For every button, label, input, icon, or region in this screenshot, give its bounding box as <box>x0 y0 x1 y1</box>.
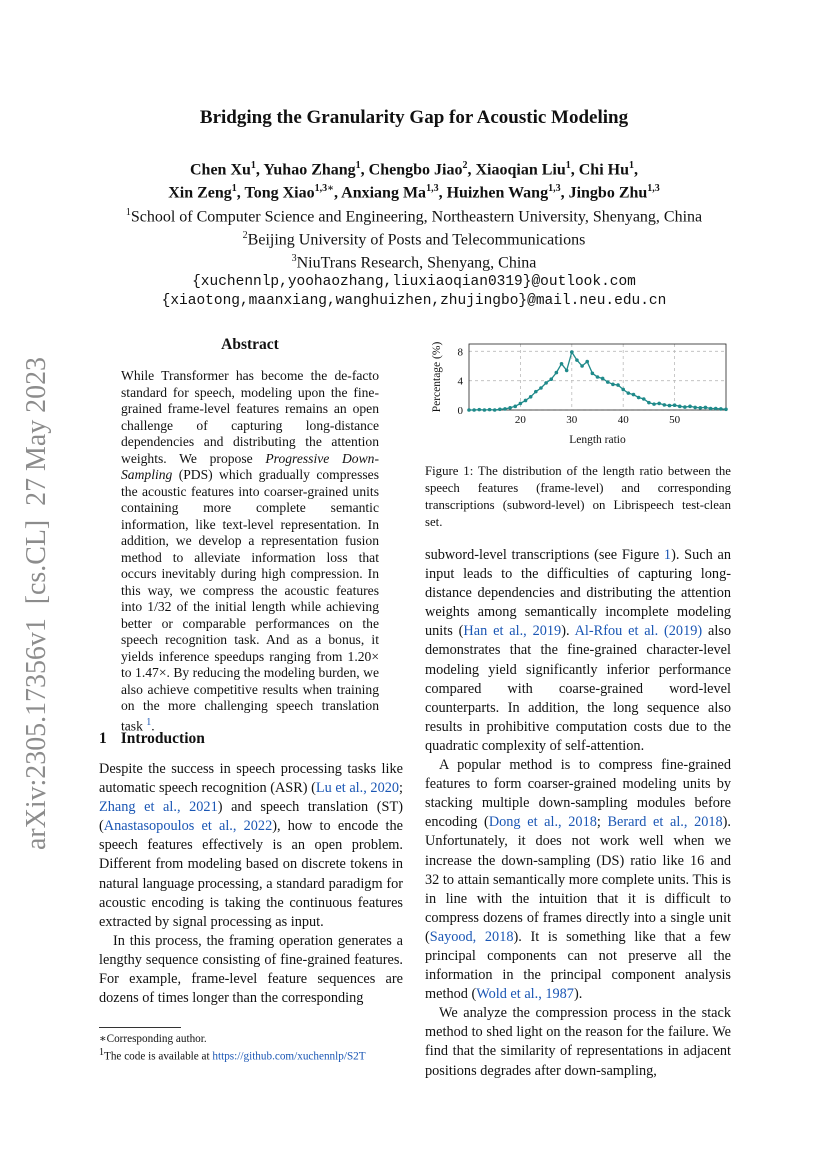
data-point <box>699 406 703 410</box>
data-point <box>616 383 620 387</box>
figure-ref-link[interactable]: 1 <box>663 547 672 563</box>
author: Huizhen Wang <box>446 184 549 202</box>
author-affiliation-mark: 1 <box>628 160 634 171</box>
data-point <box>591 372 595 376</box>
data-point <box>724 407 728 411</box>
figure-1-chart <box>425 338 732 453</box>
citation-link[interactable]: Wold et al., 1987 <box>476 986 574 1003</box>
paragraph-text: A popular method is to compress fine-grained features to form coarser-grained modeling units by stacking multiple down-sampling modules before encoding ( <box>425 757 731 831</box>
x-tick-label: 40 <box>617 414 629 426</box>
footnote-ref[interactable]: 1 <box>146 716 152 728</box>
affiliation-text: NiuTrans Research, Shenyang, China <box>296 254 537 272</box>
data-point <box>508 406 512 410</box>
email-line: {xuchennlp,yoohaozhang,liuxiaoqian0319}@outlook.com <box>192 273 636 290</box>
data-point <box>663 403 667 407</box>
author: Tong Xiao <box>244 184 315 202</box>
authors-line-1: Chen Xu$^1$, Yuhao Zhang$^1$, Chengbo Jiao$^2$, Xiaoqian Liu$^1$, Chi Hu$^1$, <box>190 160 638 179</box>
footnote <box>99 1046 403 1064</box>
data-point <box>524 399 528 403</box>
authors-block <box>0 156 828 311</box>
paragraph <box>425 546 731 756</box>
footnote-rule <box>99 1027 181 1028</box>
arxiv-identifier-text: arXiv:2305.17356v1 [cs.CL] 27 May 2023 <box>21 355 52 850</box>
data-point <box>688 405 692 409</box>
data-point <box>565 369 569 373</box>
author-affiliation-mark: 1 <box>565 160 571 171</box>
affiliation-mark: 1 <box>125 206 131 218</box>
paragraph <box>425 756 731 1004</box>
footnote-text: The code is available at <box>104 1050 213 1063</box>
author-affiliation-mark: 1 <box>231 183 237 195</box>
data-point <box>611 383 615 387</box>
author: Chengbo Jiao <box>368 161 463 179</box>
data-point <box>704 406 708 410</box>
affiliation-text: Beijing University of Posts and Telecommunications <box>247 231 586 249</box>
citation-link[interactable]: Han et al., 2019 <box>463 623 562 640</box>
affiliation-text: School of Computer Science and Engineering, Northeastern University, Shenyang, China <box>130 207 703 225</box>
paragraph: In this process, the framing operation generates a lengthy sequence consisting of fine-grained features. For example, frame-level feature sequences are dozens of times longer than the corresponding <box>99 932 403 1007</box>
data-point <box>519 402 523 406</box>
data-point <box>632 393 636 397</box>
data-point <box>472 408 476 412</box>
right-column-body <box>425 546 731 1081</box>
data-point <box>570 350 574 354</box>
abstract-body <box>121 368 379 735</box>
data-point <box>585 360 589 364</box>
paragraph-text: ). It is something like that a few principal components can not preserve all the information in the principal component analysis method ( <box>425 928 731 1003</box>
data-point <box>709 407 713 411</box>
data-point <box>477 408 481 412</box>
paragraph-text: ). <box>561 623 575 640</box>
data-point <box>719 407 723 411</box>
y-tick-label: 4 <box>457 375 463 388</box>
author: Jingbo Zhu <box>568 184 648 202</box>
footnotes <box>99 1032 403 1064</box>
author: Chi Hu <box>578 161 629 179</box>
author-affiliation-mark: 1,3 <box>647 183 660 195</box>
data-point <box>606 380 610 384</box>
data-point <box>555 371 559 375</box>
data-point <box>483 408 487 412</box>
y-tick-label: 0 <box>457 405 463 417</box>
data-point <box>503 407 507 411</box>
data-point <box>575 358 579 362</box>
section-number: 1 <box>99 730 107 747</box>
data-point <box>683 405 687 409</box>
data-point <box>601 377 605 381</box>
data-point <box>544 381 548 385</box>
paragraph: We analyze the compression process in the stack method to shed light on the reason for the failure. We find that the similarity of representations in adjacent positions degrades after down-sampling, <box>425 1005 731 1079</box>
abstract-emphasis: Progressive Down-Sampling <box>121 450 379 482</box>
paragraph-text: subword-level transcriptions (see Figure <box>425 547 664 563</box>
paragraph-text: ; <box>399 780 403 797</box>
citation-link[interactable]: Dong et al., 2018 <box>488 814 597 831</box>
data-point <box>642 397 646 401</box>
data-point <box>652 402 656 406</box>
intro-body <box>99 760 403 1008</box>
paragraph-text: ). Unfortunately, it does not work well when we increase the down-sampling (DS) ratio like 16 and 32 to attain semantically more complete units. This is in line with the intuition that it is difficult to compress dozens of frames directly into a single unit ( <box>425 814 732 945</box>
author: Anxiang Ma <box>341 184 427 202</box>
data-point <box>673 403 677 407</box>
affiliation <box>0 203 828 226</box>
section-heading <box>99 730 205 748</box>
citation-link[interactable]: Al-Rfou et al. (2019) <box>574 623 703 640</box>
author: Xin Zeng <box>168 184 232 202</box>
paragraph-text: ). <box>573 986 583 1003</box>
affiliation-mark: 3 <box>291 253 297 265</box>
citation-link[interactable]: Anastasopoulos et al., 2022 <box>103 818 273 835</box>
data-point <box>488 408 492 412</box>
data-point <box>637 396 641 400</box>
line-chart <box>425 338 732 453</box>
author: Xiaoqian Liu <box>475 161 566 179</box>
data-point <box>493 408 497 412</box>
paragraph-text: Despite the success in speech processing tasks like automatic speech recognition (ASR) ( <box>99 761 403 797</box>
data-point <box>539 386 543 390</box>
y-axis-label: Percentage (%) <box>431 341 443 413</box>
author-affiliation-mark: 1,3 <box>548 183 561 195</box>
data-point <box>627 391 631 395</box>
citation-link[interactable]: Sayood, 2018 <box>429 928 514 945</box>
authors-line-2: Xin Zeng$^1$, Tong Xiao$^{1,3∗}$, Anxiang Ma$^{1,3}$, Huizhen Wang$^{1,3}$, Jingbo Zhu$^{1,3}$ <box>168 183 660 202</box>
data-point <box>668 404 672 408</box>
data-point <box>693 406 697 410</box>
author-affiliation-mark: 1 <box>355 160 361 171</box>
data-point <box>596 375 600 379</box>
affiliation <box>0 249 828 272</box>
abstract-text: (PDS) which gradually compresses the acoustic features into coarser-grained units containing more complete semantic information, like text-level representation. In addition, we develop a representation fusion method to alleviate information loss that occurs inevitably during high compression. In this way, we compress the acoustic features into 1/32 of the initial length while achieving better or comparable performances on the speech recognition task. And as a bonus, it yields inference speedups ranging from 1.20× to 1.47×. By reducing the modeling burden, we also achieve competitive results when training on the more challenging speech translation task <box>121 467 379 734</box>
paragraph-text: also demonstrates that the fine-grained character-level modeling yield significantly inferior performance compared with coarse-grained word-level counterparts. In addition, the long sequence also results in prohibitive computation costs due to the quadratic complexity of self-attention. <box>425 623 732 754</box>
author: Chen Xu <box>190 161 251 179</box>
author-affiliation-mark: 1,3∗ <box>314 183 335 195</box>
affiliation <box>0 226 828 249</box>
footnote: ∗Corresponding author. <box>99 1033 207 1045</box>
arxiv-identifier <box>8 355 56 850</box>
abstract-text: . <box>151 718 155 734</box>
abstract-text: While Transformer has become the de-facto standard for speech, modeling upon the fine-grained frame-level features remains an open challenge of capturing long-distance dependencies and distributing the attention weights. We propose <box>121 368 379 466</box>
data-point <box>549 377 553 381</box>
x-axis-label: Length ratio <box>569 434 626 446</box>
data-point <box>580 364 584 368</box>
data-point <box>498 407 502 411</box>
paragraph-text: ) and speech translation (ST) ( <box>99 799 403 835</box>
author: Yuhao Zhang <box>263 161 356 179</box>
email-line: {xiaotong,maanxiang,wanghuizhen,zhujingbo}@mail.neu.edu.cn <box>161 292 667 309</box>
citation-link[interactable]: Zhang et al., 2021 <box>99 799 218 816</box>
citation-link[interactable]: Berard et al., 2018 <box>607 814 723 831</box>
abstract-heading: Abstract <box>221 336 279 353</box>
abstract-paragraph <box>121 368 379 735</box>
x-tick-label: 30 <box>566 414 578 426</box>
data-point <box>513 405 517 409</box>
author-affiliation-mark: 1,3 <box>426 183 439 195</box>
section-title: Introduction <box>120 730 205 747</box>
y-tick-label: 8 <box>457 346 463 359</box>
paragraph <box>99 760 403 932</box>
author-affiliation-mark: 1 <box>250 160 256 171</box>
x-tick-label: 50 <box>669 414 681 426</box>
data-point <box>534 390 538 394</box>
footnote-mark: 1 <box>99 1047 104 1058</box>
paragraph-text: ), how to encode the speech features effectively is an open problem. Different from modeling based on discrete tokens in natural language processing, a standard paradigm for acoustic encoding is taking the continuous features extracted by signal processing as input. <box>99 818 403 930</box>
paragraph-text: ; <box>596 814 608 831</box>
data-point <box>529 395 533 399</box>
author-affiliation-mark: 2 <box>462 160 468 171</box>
data-point <box>560 362 564 366</box>
paragraph-text: ). Such an input leads to the difficulties of capturing long-distance dependencies and distributing the attention weights among semantically incomplete modeling units ( <box>425 547 731 640</box>
x-tick-label: 20 <box>514 414 526 426</box>
citation-link[interactable]: Lu et al., 2020 <box>315 780 400 797</box>
data-point <box>467 408 471 412</box>
affiliation-mark: 2 <box>242 229 248 241</box>
data-point <box>678 405 682 409</box>
data-point <box>714 407 718 411</box>
code-url-link[interactable]: https://github.com/xuchennlp/S2T <box>212 1050 366 1063</box>
data-point <box>621 388 625 392</box>
data-point <box>647 401 651 405</box>
data-point <box>657 402 661 406</box>
figure-caption: Figure 1: The distribution of the length ratio between the speech features (frame-level) and corresponding transcriptions (subword-level) on Librispeech test-clean set. <box>425 464 731 529</box>
paper-title: Bridging the Granularity Gap for Acoustic Modeling <box>199 107 629 128</box>
